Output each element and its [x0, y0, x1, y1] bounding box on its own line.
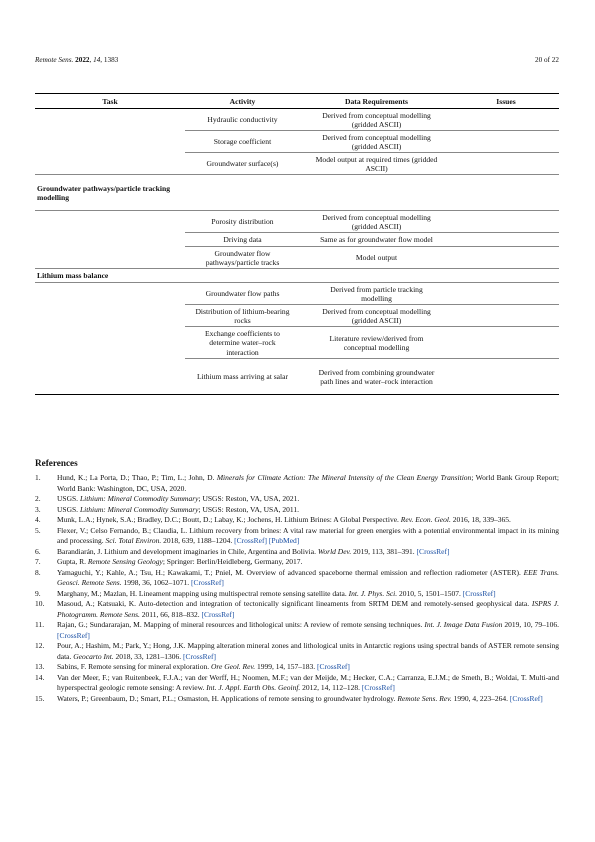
- reference-number: 13.: [35, 662, 45, 671]
- reference-source: ISPRS J. Photogramm. Remote Sens.: [57, 599, 559, 619]
- reference-number: 5.: [35, 525, 41, 535]
- reference-details: 1999, 14, 157–183.: [255, 662, 317, 671]
- reference-number: 3.: [35, 504, 41, 514]
- data-requirements-cell: Derived from combining groundwater path lines and water–rock interaction: [300, 359, 453, 395]
- task-cell: [35, 131, 185, 153]
- issues-cell: [453, 233, 559, 247]
- reference-details: 2016, 18, 339–365.: [450, 515, 511, 524]
- table-header-row: [35, 94, 559, 109]
- reference-authors-title: USGS.: [57, 494, 80, 503]
- activity-cell: Groundwater flow pathways/particle tracks: [185, 247, 300, 269]
- reference-number: 10.: [35, 599, 45, 608]
- task-cell: Groundwater pathways/particle tracking modelling: [35, 175, 185, 211]
- activity-cell: Storage coefficient: [185, 131, 300, 153]
- task-cell: [35, 247, 185, 269]
- reference-details: 2012, 14, 112–128.: [300, 683, 362, 692]
- activity-cell: [185, 175, 300, 211]
- reference-list: [35, 473, 559, 704]
- column-header-task: Task: [35, 94, 185, 109]
- reference-item: [35, 505, 559, 516]
- activity-cell: Exchange coefficients to determine water–rock interaction: [185, 327, 300, 359]
- task-cell: [35, 327, 185, 359]
- issues-cell: [453, 283, 559, 305]
- reference-details: ; USGS: Reston, VA, USA, 2021.: [198, 494, 300, 503]
- reference-item: [35, 526, 559, 547]
- reference-source: Sci. Total Environ.: [105, 536, 162, 545]
- reference-item: [35, 673, 559, 694]
- reference-authors-title: Hund, K.; La Porta, D.; Thao, P.; Tim, L.; John, D.: [57, 473, 217, 482]
- reference-details: 2019, 113, 381–391.: [351, 546, 417, 556]
- issues-cell: [453, 327, 559, 359]
- data-requirements-cell: Derived from conceptual modelling (gridded ASCII): [300, 131, 453, 153]
- reference-number: 15.: [35, 693, 45, 703]
- reference-item: [35, 620, 559, 641]
- reference-source: Minerals for Climate Action: The Mineral Intensity of the Clean Energy Transition: [216, 473, 472, 482]
- column-header-issues: Issues: [453, 94, 559, 109]
- reference-item: [35, 694, 559, 705]
- issues-cell: [453, 109, 559, 131]
- reference-source: Rev. Econ. Geol.: [400, 515, 451, 524]
- reference-details: 2010, 5, 1501–1507.: [397, 588, 463, 598]
- data-requirements-cell: [300, 269, 453, 283]
- reference-item: [35, 641, 559, 662]
- reference-number: 12.: [35, 641, 45, 650]
- reference-source: Lithium: Mineral Commodity Summary: [79, 494, 199, 503]
- journal-citation: Remote Sens. 2022, 14, 1383: [35, 56, 119, 64]
- crossref-link[interactable]: [CrossRef]: [462, 588, 496, 598]
- reference-authors-title: Gupta, R.: [57, 557, 88, 566]
- table-row: [35, 211, 559, 233]
- data-requirements-cell: Derived from conceptual modelling (gridded ASCII): [300, 211, 453, 233]
- task-cell: [35, 359, 185, 395]
- data-requirements-cell: Same as for groundwater flow model: [300, 233, 453, 247]
- reference-number: 2.: [35, 494, 41, 503]
- task-cell: [35, 233, 185, 247]
- reference-authors-title: Pour, A.; Hashim, M.; Park, Y.; Hong, J.K. Mapping alteration mineral zones and lithological units in Antarctic regions using spectral bands of ASTER remote sensing data.: [57, 641, 559, 661]
- issues-cell: [453, 305, 559, 327]
- table-row: [35, 327, 559, 359]
- table-row: [35, 131, 559, 153]
- reference-number: 7.: [35, 557, 41, 566]
- reference-authors-title: Marghany, M.; Mazlan, H. Lineament mapping using multispectral remote sensing satellite data.: [57, 588, 349, 598]
- reference-source: Remote Sens. Rev.: [397, 693, 452, 703]
- issues-cell: [453, 153, 559, 175]
- reference-number: 11.: [35, 620, 45, 629]
- table-row: [35, 359, 559, 395]
- reference-number: 9.: [35, 588, 41, 598]
- table-section-row: [35, 269, 559, 283]
- page-number: 20 of 22: [535, 56, 559, 64]
- table-section-row: [35, 175, 559, 211]
- reference-authors-title: USGS.: [57, 504, 80, 514]
- issues-cell: [453, 359, 559, 395]
- reference-authors-title: Waters, P.; Greenbaum, D.; Smart, P.L.; Osmaston, H. Applications of remote sensing to groundwater hydrology.: [57, 693, 398, 703]
- reference-details: 2011, 66, 818–832.: [139, 609, 202, 619]
- activity-cell: Distribution of lithium-bearing rocks: [185, 305, 300, 327]
- activity-cell: Groundwater surface(s): [185, 153, 300, 175]
- reference-source: Int. J. Appl. Earth Obs. Geoinf.: [206, 683, 301, 692]
- data-requirements-cell: Derived from particle tracking modelling: [300, 283, 453, 305]
- data-requirements-cell: Model output at required times (gridded ASCII): [300, 153, 453, 175]
- activity-cell: Driving data: [185, 233, 300, 247]
- column-header-activity: Activity: [185, 94, 300, 109]
- crossref-link[interactable]: [CrossRef]: [361, 683, 395, 692]
- reference-authors-title: Masoud, A.; Katsuaki, K. Auto-detection and integration of tectonically significant lineaments from SRTM DEM and remotely-sensed geophysical data.: [57, 599, 532, 608]
- activity-cell: [185, 269, 300, 283]
- table-row: [35, 305, 559, 327]
- crossref-link[interactable]: [CrossRef]: [183, 651, 216, 661]
- activity-cell: Lithium mass arriving at salar: [185, 359, 300, 395]
- reference-details: 2018, 33, 1281–1306.: [113, 651, 184, 661]
- data-requirements-table: [35, 93, 559, 395]
- reference-source: Lithium: Mineral Commodity Summary: [79, 504, 199, 514]
- reference-authors-title: Yamaguchi, Y.; Kahle, A.; Tsu, H.; Kawakami, T.; Pniel, M. Overview of advanced spaceborne thermal emission and reflection radiometer (ASTER).: [57, 567, 524, 577]
- issues-cell: [453, 247, 559, 269]
- reference-item: [35, 494, 559, 505]
- reference-details: 1990, 4, 223–264.: [451, 693, 510, 703]
- table-row: [35, 283, 559, 305]
- issues-cell: [453, 269, 559, 283]
- data-requirements-cell: Derived from conceptual modelling (gridded ASCII): [300, 305, 453, 327]
- reference-item: [35, 547, 559, 558]
- reference-details: 2018, 639, 1188–1204.: [161, 536, 235, 545]
- table-row: [35, 233, 559, 247]
- reference-source: Geocarto Int.: [73, 651, 114, 661]
- reference-authors-title: Barandiarán, J. Lithium and development imaginaries in Chile, Argentina and Bolivia.: [57, 546, 318, 556]
- activity-cell: Groundwater flow paths: [185, 283, 300, 305]
- reference-authors-title: Rajan, G.; Sundararajan, M. Mapping of mineral resources and lithological units: A review of remote sensing techniques.: [57, 620, 425, 629]
- data-requirements-cell: Literature review/derived from conceptual modelling: [300, 327, 453, 359]
- reference-details: ; USGS: Reston, VA, USA, 2011.: [198, 504, 299, 514]
- crossref-link[interactable]: [CrossRef]: [190, 578, 224, 587]
- data-requirements-cell: [300, 175, 453, 211]
- reference-item: [35, 557, 559, 568]
- task-cell: [35, 211, 185, 233]
- task-cell: [35, 283, 185, 305]
- references-section: [35, 458, 559, 704]
- reference-details: ; Springer: Berlin/Heidleberg, Germany, 2017.: [162, 557, 303, 566]
- reference-item: [35, 599, 559, 620]
- reference-source: Int. J. Phys. Sci.: [348, 588, 398, 598]
- data-requirements-cell: Derived from conceptual modelling (gridded ASCII): [300, 109, 453, 131]
- reference-item: [35, 568, 559, 589]
- reference-number: 14.: [35, 672, 45, 682]
- reference-item: [35, 473, 559, 494]
- reference-source: World Dev.: [317, 546, 352, 556]
- reference-item: [35, 589, 559, 600]
- crossref-link[interactable]: [CrossRef] [PubMed]: [234, 536, 300, 545]
- reference-authors-title: Sabins, F. Remote sensing for mineral exploration.: [57, 662, 211, 671]
- reference-source: Remote Sensing Geology: [87, 557, 163, 566]
- reference-authors-title: Van der Meer, F.; van Ruitenbeek, F.J.A.; van der Werff, H.; Noomen, M.F.; van der Meijde, M.; Hecker, C.A.; Carranza, E.J.M.; de Smeth, B.; Woldai, T. Multi-and hyperspectral geologic remote sensing: A review.: [57, 672, 559, 692]
- column-header-data-requirements: Data Requirements: [300, 94, 453, 109]
- references-heading: References: [35, 458, 78, 468]
- data-requirements-cell: Model output: [300, 247, 453, 269]
- crossref-link[interactable]: [CrossRef]: [201, 609, 235, 619]
- reference-details: ; World Bank Group Report; World Bank: Washington, DC, USA, 2020.: [57, 473, 559, 493]
- crossref-link[interactable]: [CrossRef]: [57, 630, 90, 640]
- reference-item: [35, 662, 559, 673]
- issues-cell: [453, 211, 559, 233]
- reference-number: 1.: [35, 473, 41, 482]
- reference-number: 4.: [35, 515, 41, 524]
- issues-cell: [453, 131, 559, 153]
- crossref-link[interactable]: [CrossRef]: [317, 662, 350, 671]
- table-row: [35, 247, 559, 269]
- reference-details: 1998, 36, 1062–1071.: [121, 578, 191, 587]
- table-row: [35, 153, 559, 175]
- task-cell: Lithium mass balance: [35, 269, 185, 283]
- reference-source: EEE Trans. Geosci. Remote Sens.: [57, 567, 560, 587]
- crossref-link[interactable]: [CrossRef]: [416, 546, 450, 556]
- reference-authors-title: Munk, L.A.; Hynek, S.A.; Bradley, D.C.; Boutt, D.; Labay, K.; Jochens, H. Lithium Brines: A Global Perspective.: [57, 515, 401, 524]
- activity-cell: Hydraulic conductivity: [185, 109, 300, 131]
- reference-authors-title: Flexer, V.; Celso Fernando, B.; Claudia, L. Lithium recovery from brines: A vital raw material for green energies with a potential environmental impact in its mining and processing.: [57, 525, 559, 545]
- task-cell: [35, 305, 185, 327]
- reference-number: 6.: [35, 546, 41, 556]
- issues-cell: [453, 175, 559, 211]
- crossref-link[interactable]: [CrossRef]: [509, 693, 543, 703]
- activity-cell: Porosity distribution: [185, 211, 300, 233]
- task-cell: [35, 109, 185, 131]
- reference-item: [35, 515, 559, 526]
- table-row: [35, 109, 559, 131]
- reference-number: 8.: [35, 567, 41, 577]
- reference-source: Int. J. Image Data Fusion: [424, 620, 503, 629]
- reference-source: Ore Geol. Rev.: [210, 662, 256, 671]
- reference-details: 2019, 10, 79–106.: [502, 620, 559, 629]
- task-cell: [35, 153, 185, 175]
